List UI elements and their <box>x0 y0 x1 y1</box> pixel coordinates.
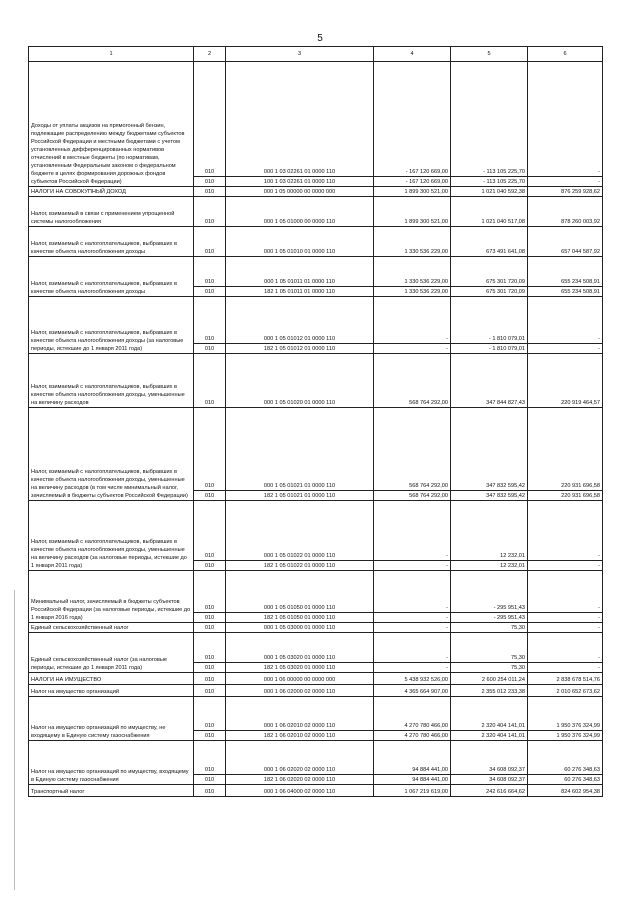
row-value-5: 12 232,01 <box>451 561 528 571</box>
row-budget-code: 000 1 05 01012 01 0000 110 <box>226 297 374 344</box>
row-value-6: 657 044 587,92 <box>528 227 603 257</box>
row-name: Единый сельскохозяйственный налог <box>29 623 194 633</box>
row-value-5: 2 600 254 011,24 <box>451 673 528 685</box>
row-budget-code: 182 1 05 01021 01 0000 110 <box>226 491 374 501</box>
row-value-6: - <box>528 177 603 187</box>
row-name: Доходы от уплаты акцизов на прямогонный бензин, подлежащие распределению между бюджетами субъектов Российской Федерации и местными бюджетами с учетом установленных дифференцированных нормативов отчислений в местные бюджеты (по нормативам, установленным Федеральным законом о федеральном бюджете в целях формирования дорожных фондов субъектов Российской Федерации) <box>29 62 194 187</box>
row-budget-code: 182 1 06 02020 02 0000 110 <box>226 775 374 785</box>
row-value-4: 1 899 300 521,00 <box>374 197 451 227</box>
row-code: 010 <box>194 741 226 775</box>
row-code: 010 <box>194 663 226 673</box>
row-value-5: 347 832 595,42 <box>451 408 528 491</box>
row-value-4: 4 270 780 466,00 <box>374 731 451 741</box>
table-row <box>29 62 603 177</box>
row-code: 010 <box>194 354 226 408</box>
row-budget-code: 000 1 05 01010 01 0000 110 <box>226 227 374 257</box>
row-value-6: - <box>528 501 603 561</box>
row-value-5: - 295 951,43 <box>451 571 528 613</box>
row-value-5: 1 021 040 517,08 <box>451 197 528 227</box>
row-value-4: 4 365 664 907,00 <box>374 685 451 697</box>
row-budget-code: 000 1 06 02020 02 0000 110 <box>226 741 374 775</box>
row-value-6: 876 259 928,62 <box>528 187 603 197</box>
row-value-6: 220 931 696,58 <box>528 491 603 501</box>
row-value-6: 60 276 348,63 <box>528 775 603 785</box>
header-col-3: 3 <box>226 47 374 62</box>
row-value-6: - <box>528 344 603 354</box>
row-name: Налог на имущество организаций по имуществу, входящему в Единую систему газоснабжения <box>29 741 194 785</box>
row-value-4: - <box>374 623 451 633</box>
row-code: 010 <box>194 685 226 697</box>
row-value-6: 655 234 508,91 <box>528 257 603 287</box>
row-value-5: 75,30 <box>451 633 528 663</box>
row-budget-code: 182 1 05 01050 01 0000 110 <box>226 613 374 623</box>
table-row <box>29 187 603 197</box>
row-value-6: - <box>528 561 603 571</box>
row-value-5: 675 301 720,09 <box>451 257 528 287</box>
table-header-row <box>29 47 603 62</box>
table-row <box>29 257 603 287</box>
row-code: 010 <box>194 197 226 227</box>
row-value-5: - 295 951,43 <box>451 613 528 623</box>
row-value-4: 4 270 780 466,00 <box>374 697 451 731</box>
row-value-6: - <box>528 571 603 613</box>
table-row <box>29 501 603 561</box>
row-value-4: - <box>374 344 451 354</box>
row-budget-code: 000 1 05 01050 01 0000 110 <box>226 571 374 613</box>
row-budget-code: 000 1 05 01022 01 0000 110 <box>226 501 374 561</box>
row-value-5: 12 232,01 <box>451 501 528 561</box>
row-budget-code: 182 1 05 01022 01 0000 110 <box>226 561 374 571</box>
row-value-4: 1 330 536 229,00 <box>374 287 451 297</box>
row-value-5: 2 320 404 141,01 <box>451 697 528 731</box>
table-body <box>29 62 603 797</box>
row-name: Налог, взимаемый с налогоплательщиков, выбравших в качестве объекта налогообложения доходы, уменьшенные на величину расходов (за налоговые периоды, истекшие до 1 января 2011 года) <box>29 501 194 571</box>
row-budget-code: 000 1 06 00000 00 0000 000 <box>226 673 374 685</box>
row-budget-code: 000 1 05 01011 01 0000 110 <box>226 257 374 287</box>
row-name: НАЛОГИ НА ИМУЩЕСТВО <box>29 673 194 685</box>
row-value-4: 1 330 536 229,00 <box>374 257 451 287</box>
row-value-4: 1 899 300 521,00 <box>374 187 451 197</box>
row-value-4: 568 764 292,00 <box>374 354 451 408</box>
row-value-4: 94 884 441,00 <box>374 741 451 775</box>
row-value-6: 2 838 678 514,76 <box>528 673 603 685</box>
header-col-1: 1 <box>29 47 194 62</box>
header-col-6: 6 <box>528 47 603 62</box>
row-value-6: - <box>528 633 603 663</box>
table-row <box>29 571 603 613</box>
row-value-5: - 1 810 079,01 <box>451 344 528 354</box>
row-code: 010 <box>194 561 226 571</box>
row-code: 010 <box>194 785 226 797</box>
row-value-5: 75,30 <box>451 663 528 673</box>
row-name: НАЛОГИ НА СОВОКУПНЫЙ ДОХОД <box>29 187 194 197</box>
row-value-5: 1 021 040 592,38 <box>451 187 528 197</box>
row-value-6: - <box>528 623 603 633</box>
row-code: 010 <box>194 731 226 741</box>
header-col-2: 2 <box>194 47 226 62</box>
row-code: 010 <box>194 187 226 197</box>
row-budget-code: 000 1 05 01000 00 0000 110 <box>226 197 374 227</box>
row-value-5: 673 491 641,08 <box>451 227 528 257</box>
row-code: 010 <box>194 408 226 491</box>
row-value-4: - <box>374 501 451 561</box>
table-row <box>29 408 603 491</box>
row-value-4: 568 764 292,00 <box>374 408 451 491</box>
row-value-6: 2 010 652 673,62 <box>528 685 603 697</box>
row-code: 010 <box>194 697 226 731</box>
row-name: Налог на имущество организаций по имуществу, не входящему в Единую систему газоснабжения <box>29 697 194 741</box>
row-name: Налог, взимаемый с налогоплательщиков, выбравших в качестве объекта налогообложения доходы <box>29 227 194 257</box>
row-code: 010 <box>194 673 226 685</box>
row-code: 010 <box>194 287 226 297</box>
table-row <box>29 297 603 344</box>
row-value-4: - 167 120 669,00 <box>374 62 451 177</box>
table-row <box>29 673 603 685</box>
row-value-4: - <box>374 633 451 663</box>
row-value-4: - 167 120 669,00 <box>374 177 451 187</box>
row-budget-code: 000 1 05 03020 01 0000 110 <box>226 633 374 663</box>
row-name: Налог, взимаемый с налогоплательщиков, выбравших в качестве объекта налогообложения доходы, уменьшенные на величину расходов (в том числе минимальный налог, зачисляемый в бюджеты субъектов Российской Федерации) <box>29 408 194 501</box>
row-code: 010 <box>194 227 226 257</box>
row-value-6: 878 260 003,92 <box>528 197 603 227</box>
row-value-5: 242 616 664,62 <box>451 785 528 797</box>
row-value-4: 94 884 441,00 <box>374 775 451 785</box>
row-budget-code: 182 1 05 01012 01 0000 110 <box>226 344 374 354</box>
row-code: 010 <box>194 177 226 187</box>
row-budget-code: 182 1 06 02010 02 0000 110 <box>226 731 374 741</box>
row-code: 010 <box>194 344 226 354</box>
page-number: 5 <box>317 33 323 44</box>
row-code: 010 <box>194 775 226 785</box>
row-value-4: 5 438 932 526,00 <box>374 673 451 685</box>
row-budget-code: 000 1 05 01020 01 0000 110 <box>226 354 374 408</box>
row-code: 010 <box>194 571 226 613</box>
row-value-5: - 1 810 079,01 <box>451 297 528 344</box>
row-value-6: 655 234 508,91 <box>528 287 603 297</box>
row-code: 010 <box>194 613 226 623</box>
table-row <box>29 227 603 257</box>
header-col-5: 5 <box>451 47 528 62</box>
row-budget-code: 000 1 03 02261 01 0000 110 <box>226 62 374 177</box>
row-value-5: 347 832 595,42 <box>451 491 528 501</box>
row-budget-code: 000 1 05 01021 01 0000 110 <box>226 408 374 491</box>
row-value-6: 824 602 954,38 <box>528 785 603 797</box>
row-value-5: 675 301 720,09 <box>451 287 528 297</box>
table-row <box>29 741 603 775</box>
row-value-5: 2 355 012 233,38 <box>451 685 528 697</box>
row-value-4: - <box>374 613 451 623</box>
row-value-6: 60 276 348,63 <box>528 741 603 775</box>
row-value-6: - <box>528 62 603 177</box>
row-value-6: - <box>528 663 603 673</box>
row-code: 010 <box>194 257 226 287</box>
row-code: 010 <box>194 501 226 561</box>
row-value-4: - <box>374 571 451 613</box>
row-code: 010 <box>194 491 226 501</box>
row-value-5: 2 320 404 141,01 <box>451 731 528 741</box>
row-value-5: 75,30 <box>451 623 528 633</box>
row-value-4: - <box>374 561 451 571</box>
row-name: Единый сельскохозяйственный налог (за налоговые периоды, истекшие до 1 января 2011 года) <box>29 633 194 673</box>
row-value-5: 34 608 092,37 <box>451 741 528 775</box>
revenue-table <box>28 46 603 797</box>
row-budget-code: 000 1 05 03000 01 0000 110 <box>226 623 374 633</box>
row-value-6: - <box>528 297 603 344</box>
row-code: 010 <box>194 62 226 177</box>
table-row <box>29 685 603 697</box>
row-name: Налог, взимаемый с налогоплательщиков, выбравших в качестве объекта налогообложения доходы (за налоговые периоды, истекшие до 1 января 2011 года) <box>29 297 194 354</box>
row-budget-code: 182 1 05 01011 01 0000 110 <box>226 287 374 297</box>
row-value-6: 220 931 696,58 <box>528 408 603 491</box>
row-value-6: 1 950 376 324,99 <box>528 697 603 731</box>
row-budget-code: 000 1 06 04000 02 0000 110 <box>226 785 374 797</box>
row-value-4: - <box>374 297 451 344</box>
header-col-4: 4 <box>374 47 451 62</box>
scan-margin-line <box>14 590 15 890</box>
row-value-4: - <box>374 663 451 673</box>
row-value-5: - 113 105 225,70 <box>451 177 528 187</box>
row-code: 010 <box>194 297 226 344</box>
table-row <box>29 197 603 227</box>
row-budget-code: 000 1 06 02000 02 0000 110 <box>226 685 374 697</box>
row-value-5: - 113 105 225,70 <box>451 62 528 177</box>
row-name: Налог, взимаемый в связи с применением упрощенной системы налогообложения <box>29 197 194 227</box>
row-value-6: 1 950 376 324,99 <box>528 731 603 741</box>
row-value-4: 1 067 219 619,00 <box>374 785 451 797</box>
row-name: Налог на имущество организаций <box>29 685 194 697</box>
row-name: Транспортный налог <box>29 785 194 797</box>
row-value-5: 347 844 827,43 <box>451 354 528 408</box>
row-name: Налог, взимаемый с налогоплательщиков, выбравших в качестве объекта налогообложения доходы, уменьшенные на величину расходов <box>29 354 194 408</box>
row-value-5: 34 608 092,37 <box>451 775 528 785</box>
table-row <box>29 633 603 663</box>
table-row <box>29 623 603 633</box>
row-value-6: 220 919 464,57 <box>528 354 603 408</box>
table-row <box>29 354 603 408</box>
table-row <box>29 785 603 797</box>
row-budget-code: 000 1 06 02010 02 0000 110 <box>226 697 374 731</box>
row-code: 010 <box>194 623 226 633</box>
row-value-4: 568 764 292,00 <box>374 491 451 501</box>
table-row <box>29 697 603 731</box>
row-budget-code: 100 1 03 02261 01 0000 110 <box>226 177 374 187</box>
row-name: Минимальный налог, зачисляемый в бюджеты субъектов Российской Федерации (за налоговые периоды, истекшие до 1 января 2016 года) <box>29 571 194 623</box>
row-value-6: - <box>528 613 603 623</box>
row-budget-code: 182 1 05 03020 01 0000 110 <box>226 663 374 673</box>
row-budget-code: 000 1 05 00000 00 0000 000 <box>226 187 374 197</box>
row-value-4: 1 330 536 229,00 <box>374 227 451 257</box>
row-name: Налог, взимаемый с налогоплательщиков, выбравших в качестве объекта налогообложения доходы <box>29 257 194 297</box>
row-code: 010 <box>194 633 226 663</box>
